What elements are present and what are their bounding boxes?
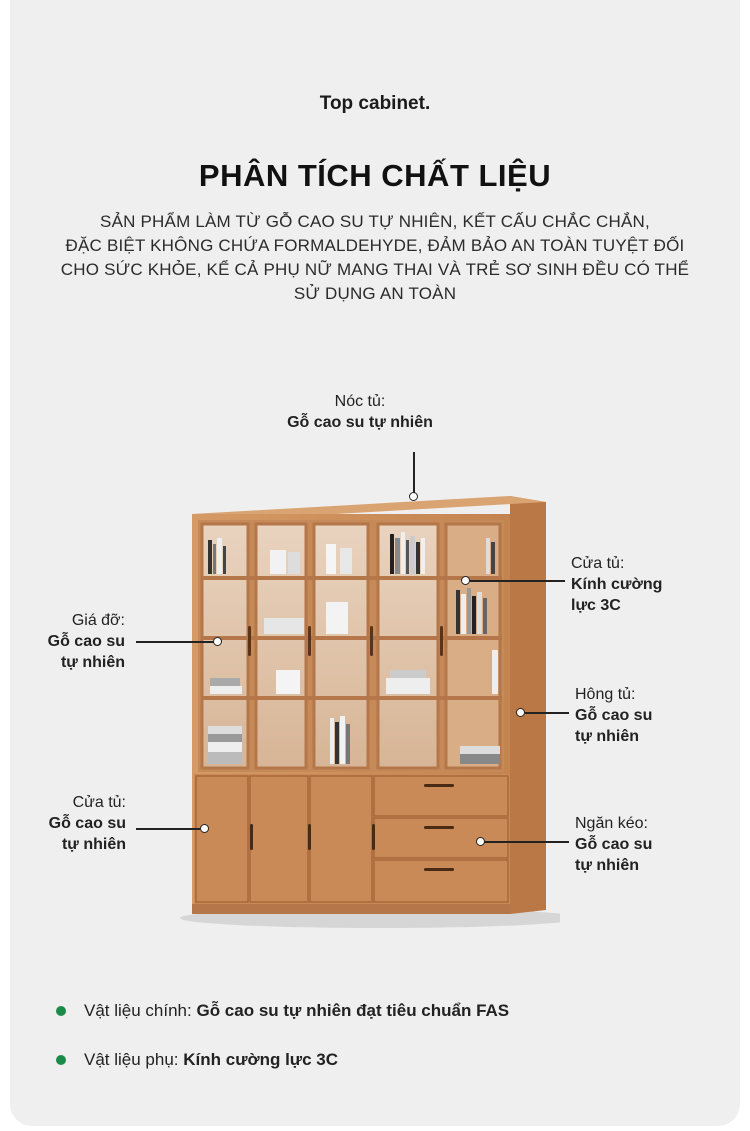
callout-dot [476, 837, 485, 846]
cabinet-illustration [180, 490, 560, 950]
callout-label: Hông tủ: [575, 686, 636, 703]
callout-line [136, 641, 216, 643]
callout-dot [461, 576, 470, 585]
callout-top [240, 391, 480, 433]
list-item-label: Vật liệu phụ: [84, 1050, 184, 1069]
brand-name: Top cabinet. [319, 93, 431, 114]
callout-label: Nóc tủ: [334, 393, 386, 410]
product-card [10, 0, 740, 1126]
callout-drawer [575, 813, 715, 876]
callout-value: Kính cường [571, 576, 663, 593]
callout-value: tự nhiên [60, 654, 125, 671]
callout-value: lực 3C [571, 597, 621, 614]
list-item-text [84, 996, 509, 1026]
callout-shelf [10, 610, 125, 673]
callout-value: Gỗ cao su [575, 707, 653, 724]
callout-line [136, 828, 200, 830]
callout-dot [409, 492, 418, 501]
callout-label: Cửa tủ: [571, 555, 625, 572]
callout-dot [516, 708, 525, 717]
callout-line [484, 841, 569, 843]
description-line: ĐẶC BIỆT KHÔNG CHỨA FORMALDEHYDE, ĐẢM BẢO AN TOÀN TUYỆT ĐỐI [65, 236, 685, 255]
lower-section [194, 774, 510, 904]
callout-line [413, 452, 415, 494]
callout-label: Giá đỡ: [71, 612, 125, 629]
callout-glass-door [571, 553, 711, 616]
callout-value: Gỗ cao su tự nhiên [287, 414, 433, 431]
plinth [192, 904, 510, 914]
bullet-dot [56, 1006, 66, 1016]
callout-value: Gỗ cao su [48, 815, 126, 832]
bullet-dot [56, 1055, 66, 1065]
description [40, 210, 710, 306]
callout-line [525, 712, 569, 714]
description-line: SẢN PHẨM LÀM TỪ GỖ CAO SU TỰ NHIÊN, KẾT CẤU CHẮC CHẮN, [100, 212, 650, 231]
callout-label: Ngăn kéo: [575, 815, 648, 832]
callout-dot [200, 824, 209, 833]
callout-wood-door [10, 792, 126, 855]
callout-label: Cửa tủ: [72, 794, 126, 811]
page-title: PHÂN TÍCH CHẤT LIỆU [198, 158, 552, 193]
description-line: CHO SỨC KHỎE, KỂ CẢ PHỤ NỮ MANG THAI VÀ TRẺ SƠ SINH ĐỀU CÓ THỂ [60, 260, 690, 279]
list-item-text [84, 1045, 338, 1075]
callout-side [575, 684, 715, 747]
list-item-value: Kính cường lực 3C [183, 1050, 339, 1069]
list-item-label: Vật liệu chính: [84, 1001, 197, 1020]
side-panel [510, 496, 546, 914]
callout-line [470, 580, 565, 582]
callout-value: Gỗ cao su [47, 633, 125, 650]
callout-dot [213, 637, 222, 646]
callout-value: tự nhiên [575, 728, 640, 745]
list-item-value: Gỗ cao su tự nhiên đạt tiêu chuẩn FAS [196, 1001, 510, 1020]
callout-value: tự nhiên [61, 836, 126, 853]
callout-value: tự nhiên [575, 857, 640, 874]
description-line: SỬ DỤNG AN TOÀN [293, 284, 457, 303]
callout-value: Gỗ cao su [575, 836, 653, 853]
